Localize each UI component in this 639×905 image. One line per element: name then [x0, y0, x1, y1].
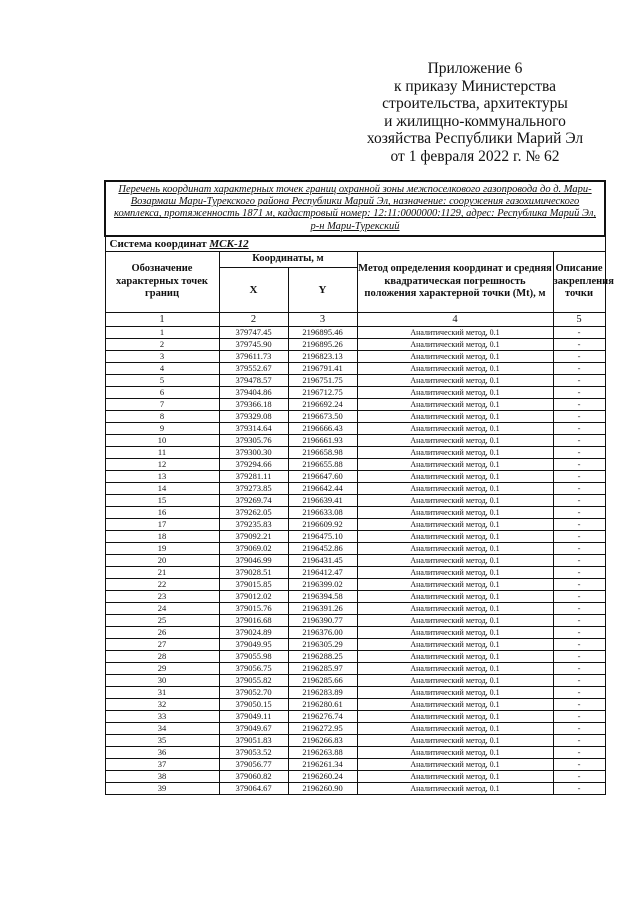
fixing-description: - — [553, 506, 605, 518]
point-number: 2 — [105, 338, 219, 350]
fixing-description: - — [553, 338, 605, 350]
fixing-description: - — [553, 770, 605, 782]
y-coordinate: 2196642.44 — [288, 482, 357, 494]
method-cell: Аналитический метод, 0.1 — [357, 362, 553, 374]
x-coordinate: 379015.85 — [219, 578, 288, 590]
header-row-1 — [105, 251, 605, 267]
table-row — [105, 686, 605, 698]
column-number: 1 — [105, 312, 219, 326]
method-cell: Аналитический метод, 0.1 — [357, 554, 553, 566]
method-cell: Аналитический метод, 0.1 — [357, 578, 553, 590]
appendix-line: хозяйства Республики Марий Эл — [366, 130, 584, 147]
fixing-description: - — [553, 614, 605, 626]
x-coordinate: 379305.76 — [219, 434, 288, 446]
y-coordinate: 2196285.66 — [288, 674, 357, 686]
method-cell: Аналитический метод, 0.1 — [357, 482, 553, 494]
method-cell: Аналитический метод, 0.1 — [357, 590, 553, 602]
x-coordinate: 379046.99 — [219, 554, 288, 566]
y-coordinate: 2196791.41 — [288, 362, 357, 374]
appendix-line: и жилищно-коммунального — [384, 112, 566, 130]
fixing-description: - — [553, 326, 605, 338]
x-coordinate: 379262.05 — [219, 506, 288, 518]
point-number: 30 — [105, 674, 219, 686]
fixing-description: - — [553, 554, 605, 566]
table-row — [105, 650, 605, 662]
fixing-description: - — [553, 494, 605, 506]
x-coordinate: 379281.11 — [219, 470, 288, 482]
table-row — [105, 566, 605, 578]
coordinate-system — [105, 236, 605, 252]
table-row — [105, 338, 605, 350]
fixing-description: - — [553, 734, 605, 746]
x-coordinate: 379049.67 — [219, 722, 288, 734]
point-number: 4 — [105, 362, 219, 374]
y-coordinate: 2196412.47 — [288, 566, 357, 578]
fixing-description: - — [553, 566, 605, 578]
y-coordinate: 2196280.61 — [288, 698, 357, 710]
x-coordinate: 379015.76 — [219, 602, 288, 614]
point-number: 36 — [105, 746, 219, 758]
y-coordinate: 2196263.88 — [288, 746, 357, 758]
y-coordinate: 2196283.89 — [288, 686, 357, 698]
y-coordinate: 2196305.29 — [288, 638, 357, 650]
table-caption-row — [105, 181, 605, 236]
table-row — [105, 758, 605, 770]
table-row — [105, 698, 605, 710]
header-y: Y — [288, 267, 357, 312]
method-cell: Аналитический метод, 0.1 — [357, 506, 553, 518]
x-coordinate: 379012.02 — [219, 590, 288, 602]
x-coordinate: 379055.82 — [219, 674, 288, 686]
method-cell: Аналитический метод, 0.1 — [357, 434, 553, 446]
table-row — [105, 626, 605, 638]
method-cell: Аналитический метод, 0.1 — [357, 662, 553, 674]
point-number: 9 — [105, 422, 219, 434]
method-cell: Аналитический метод, 0.1 — [357, 350, 553, 362]
method-cell: Аналитический метод, 0.1 — [357, 758, 553, 770]
table-row — [105, 422, 605, 434]
x-coordinate: 379016.68 — [219, 614, 288, 626]
header-coords: Координаты, м — [219, 251, 357, 267]
x-coordinate: 379024.89 — [219, 626, 288, 638]
table-row — [105, 710, 605, 722]
method-cell: Аналитический метод, 0.1 — [357, 686, 553, 698]
table-row — [105, 494, 605, 506]
fixing-description: - — [553, 518, 605, 530]
y-coordinate: 2196272.95 — [288, 722, 357, 734]
x-coordinate: 379269.74 — [219, 494, 288, 506]
y-coordinate: 2196376.00 — [288, 626, 357, 638]
fixing-description: - — [553, 698, 605, 710]
table-row — [105, 746, 605, 758]
point-number: 22 — [105, 578, 219, 590]
table-row — [105, 614, 605, 626]
fixing-description: - — [553, 626, 605, 638]
table-row — [105, 590, 605, 602]
method-cell: Аналитический метод, 0.1 — [357, 446, 553, 458]
x-coordinate: 379745.90 — [219, 338, 288, 350]
point-number: 17 — [105, 518, 219, 530]
table-row — [105, 518, 605, 530]
method-cell: Аналитический метод, 0.1 — [357, 470, 553, 482]
fixing-description: - — [553, 386, 605, 398]
y-coordinate: 2196609.92 — [288, 518, 357, 530]
y-coordinate: 2196285.97 — [288, 662, 357, 674]
table-row — [105, 470, 605, 482]
fixing-description: - — [553, 674, 605, 686]
y-coordinate: 2196390.77 — [288, 614, 357, 626]
y-coordinate: 2196261.34 — [288, 758, 357, 770]
point-number: 15 — [105, 494, 219, 506]
header-desc: Описание закрепления точки — [553, 251, 605, 312]
fixing-description: - — [553, 650, 605, 662]
method-cell: Аналитический метод, 0.1 — [357, 674, 553, 686]
x-coordinate: 379300.30 — [219, 446, 288, 458]
point-number: 33 — [105, 710, 219, 722]
appendix-header — [330, 60, 620, 165]
point-number: 21 — [105, 566, 219, 578]
table-row — [105, 734, 605, 746]
x-coordinate: 379056.75 — [219, 662, 288, 674]
point-number: 10 — [105, 434, 219, 446]
fixing-description: - — [553, 590, 605, 602]
fixing-description: - — [553, 578, 605, 590]
table-body — [105, 326, 605, 794]
fixing-description: - — [553, 374, 605, 386]
point-number: 16 — [105, 506, 219, 518]
y-coordinate: 2196288.25 — [288, 650, 357, 662]
method-cell: Аналитический метод, 0.1 — [357, 698, 553, 710]
y-coordinate: 2196655.88 — [288, 458, 357, 470]
y-coordinate: 2196751.75 — [288, 374, 357, 386]
coordinates-table — [104, 180, 614, 795]
table-row — [105, 578, 605, 590]
method-cell: Аналитический метод, 0.1 — [357, 734, 553, 746]
x-coordinate: 379064.67 — [219, 782, 288, 794]
x-coordinate: 379052.70 — [219, 686, 288, 698]
x-coordinate: 379060.82 — [219, 770, 288, 782]
x-coordinate: 379235.83 — [219, 518, 288, 530]
y-coordinate: 2196692.24 — [288, 398, 357, 410]
point-number: 23 — [105, 590, 219, 602]
x-coordinate: 379366.18 — [219, 398, 288, 410]
point-number: 3 — [105, 350, 219, 362]
y-coordinate: 2196895.46 — [288, 326, 357, 338]
point-number: 27 — [105, 638, 219, 650]
fixing-description: - — [553, 638, 605, 650]
x-coordinate: 379314.64 — [219, 422, 288, 434]
y-coordinate: 2196394.58 — [288, 590, 357, 602]
x-coordinate: 379478.57 — [219, 374, 288, 386]
y-coordinate: 2196431.45 — [288, 554, 357, 566]
method-cell: Аналитический метод, 0.1 — [357, 326, 553, 338]
y-coordinate: 2196266.83 — [288, 734, 357, 746]
fixing-description: - — [553, 446, 605, 458]
fixing-description: - — [553, 362, 605, 374]
table-row — [105, 722, 605, 734]
fixing-description: - — [553, 350, 605, 362]
point-number: 25 — [105, 614, 219, 626]
x-coordinate: 379329.08 — [219, 410, 288, 422]
x-coordinate: 379049.11 — [219, 710, 288, 722]
method-cell: Аналитический метод, 0.1 — [357, 458, 553, 470]
x-coordinate: 379049.95 — [219, 638, 288, 650]
method-cell: Аналитический метод, 0.1 — [357, 422, 553, 434]
method-cell: Аналитический метод, 0.1 — [357, 542, 553, 554]
table-row — [105, 458, 605, 470]
method-cell: Аналитический метод, 0.1 — [357, 770, 553, 782]
table-row — [105, 434, 605, 446]
fixing-description: - — [553, 758, 605, 770]
fixing-description: - — [553, 434, 605, 446]
point-number: 13 — [105, 470, 219, 482]
y-coordinate: 2196895.26 — [288, 338, 357, 350]
fixing-description: - — [553, 422, 605, 434]
method-cell: Аналитический метод, 0.1 — [357, 386, 553, 398]
x-coordinate: 379053.52 — [219, 746, 288, 758]
y-coordinate: 2196639.41 — [288, 494, 357, 506]
header-x: X — [219, 267, 288, 312]
method-cell: Аналитический метод, 0.1 — [357, 722, 553, 734]
point-number: 28 — [105, 650, 219, 662]
point-number: 1 — [105, 326, 219, 338]
table-row — [105, 554, 605, 566]
y-coordinate: 2196712.75 — [288, 386, 357, 398]
y-coordinate: 2196647.60 — [288, 470, 357, 482]
method-cell: Аналитический метод, 0.1 — [357, 530, 553, 542]
method-cell: Аналитический метод, 0.1 — [357, 746, 553, 758]
point-number: 34 — [105, 722, 219, 734]
appendix-line: строительства, архитектуры — [382, 95, 568, 112]
header-method: Метод определения координат и средняя квадратическая погрешность положения характерной точки (Mt), м — [357, 251, 553, 312]
point-number: 32 — [105, 698, 219, 710]
y-coordinate: 2196673.50 — [288, 410, 357, 422]
y-coordinate: 2196452.86 — [288, 542, 357, 554]
x-coordinate: 379404.86 — [219, 386, 288, 398]
header-point: Обозначение характерных точек границ — [105, 251, 219, 312]
y-coordinate: 2196260.24 — [288, 770, 357, 782]
point-number: 29 — [105, 662, 219, 674]
fixing-description: - — [553, 782, 605, 794]
x-coordinate: 379051.83 — [219, 734, 288, 746]
method-cell: Аналитический метод, 0.1 — [357, 638, 553, 650]
table-row — [105, 506, 605, 518]
x-coordinate: 379055.98 — [219, 650, 288, 662]
table-row — [105, 542, 605, 554]
table-row — [105, 782, 605, 794]
point-number: 18 — [105, 530, 219, 542]
y-coordinate: 2196475.10 — [288, 530, 357, 542]
fixing-description: - — [553, 470, 605, 482]
table-row — [105, 482, 605, 494]
table-row — [105, 770, 605, 782]
point-number: 6 — [105, 386, 219, 398]
table-row — [105, 638, 605, 650]
point-number: 12 — [105, 458, 219, 470]
fixing-description: - — [553, 746, 605, 758]
table-row — [105, 326, 605, 338]
point-number: 35 — [105, 734, 219, 746]
x-coordinate: 379747.45 — [219, 326, 288, 338]
y-coordinate: 2196276.74 — [288, 710, 357, 722]
x-coordinate: 379050.15 — [219, 698, 288, 710]
y-coordinate: 2196823.13 — [288, 350, 357, 362]
point-number: 26 — [105, 626, 219, 638]
method-cell: Аналитический метод, 0.1 — [357, 398, 553, 410]
fixing-description: - — [553, 542, 605, 554]
table-row — [105, 530, 605, 542]
fixing-description: - — [553, 458, 605, 470]
column-number: 4 — [357, 312, 553, 326]
method-cell: Аналитический метод, 0.1 — [357, 566, 553, 578]
method-cell: Аналитический метод, 0.1 — [357, 614, 553, 626]
table-row — [105, 662, 605, 674]
fixing-description: - — [553, 398, 605, 410]
method-cell: Аналитический метод, 0.1 — [357, 782, 553, 794]
table-row — [105, 674, 605, 686]
table-caption: Перечень координат характерных точек границ охранной зоны межпоселкового газопровода до д. Мари-Возармаш Мари-Турекского района Республики Марий Эл, назначение: сооружения газохимического комплекса, протяженность 1871 м, кадастровый номер: 12:11:0000000:1129, адрес: Республика Марий Эл, р-н Мари-Турекский — [105, 181, 605, 236]
column-number: 2 — [219, 312, 288, 326]
point-number: 31 — [105, 686, 219, 698]
point-number: 7 — [105, 398, 219, 410]
y-coordinate: 2196633.08 — [288, 506, 357, 518]
method-cell: Аналитический метод, 0.1 — [357, 626, 553, 638]
point-number: 14 — [105, 482, 219, 494]
point-number: 5 — [105, 374, 219, 386]
point-number: 20 — [105, 554, 219, 566]
x-coordinate: 379552.67 — [219, 362, 288, 374]
point-number: 11 — [105, 446, 219, 458]
table-row — [105, 410, 605, 422]
column-numbers-row — [105, 312, 605, 326]
point-number: 19 — [105, 542, 219, 554]
x-coordinate: 379611.73 — [219, 350, 288, 362]
column-number: 3 — [288, 312, 357, 326]
method-cell: Аналитический метод, 0.1 — [357, 374, 553, 386]
x-coordinate: 379069.02 — [219, 542, 288, 554]
y-coordinate: 2196658.98 — [288, 446, 357, 458]
fixing-description: - — [553, 662, 605, 674]
point-number: 24 — [105, 602, 219, 614]
x-coordinate: 379294.66 — [219, 458, 288, 470]
fixing-description: - — [553, 602, 605, 614]
coordinate-system-value: МСК-12 — [209, 237, 249, 250]
table-row — [105, 398, 605, 410]
method-cell: Аналитический метод, 0.1 — [357, 602, 553, 614]
fixing-description: - — [553, 710, 605, 722]
method-cell: Аналитический метод, 0.1 — [357, 710, 553, 722]
fixing-description: - — [553, 410, 605, 422]
point-number: 38 — [105, 770, 219, 782]
x-coordinate: 379092.21 — [219, 530, 288, 542]
fixing-description: - — [553, 722, 605, 734]
method-cell: Аналитический метод, 0.1 — [357, 518, 553, 530]
point-number: 39 — [105, 782, 219, 794]
fixing-description: - — [553, 686, 605, 698]
method-cell: Аналитический метод, 0.1 — [357, 650, 553, 662]
y-coordinate: 2196399.02 — [288, 578, 357, 590]
appendix-line: к приказу Министерства — [394, 77, 556, 95]
y-coordinate: 2196260.90 — [288, 782, 357, 794]
y-coordinate: 2196666.43 — [288, 422, 357, 434]
fixing-description: - — [553, 530, 605, 542]
table-row — [105, 350, 605, 362]
table-row — [105, 602, 605, 614]
coordinates-sheet — [104, 180, 614, 795]
table-row — [105, 362, 605, 374]
table-row — [105, 446, 605, 458]
appendix-line: Приложение 6 — [427, 60, 523, 77]
method-cell: Аналитический метод, 0.1 — [357, 410, 553, 422]
column-number: 5 — [553, 312, 605, 326]
fixing-description: - — [553, 482, 605, 494]
y-coordinate: 2196391.26 — [288, 602, 357, 614]
table-row — [105, 374, 605, 386]
point-number: 8 — [105, 410, 219, 422]
y-coordinate: 2196661.93 — [288, 434, 357, 446]
x-coordinate: 379273.85 — [219, 482, 288, 494]
point-number: 37 — [105, 758, 219, 770]
table-row — [105, 386, 605, 398]
x-coordinate: 379056.77 — [219, 758, 288, 770]
x-coordinate: 379028.51 — [219, 566, 288, 578]
appendix-line: от 1 февраля 2022 г. № 62 — [390, 147, 560, 165]
coordinate-system-label: Система координат — [109, 237, 207, 250]
method-cell: Аналитический метод, 0.1 — [357, 338, 553, 350]
coordinate-system-row — [105, 236, 605, 252]
method-cell: Аналитический метод, 0.1 — [357, 494, 553, 506]
